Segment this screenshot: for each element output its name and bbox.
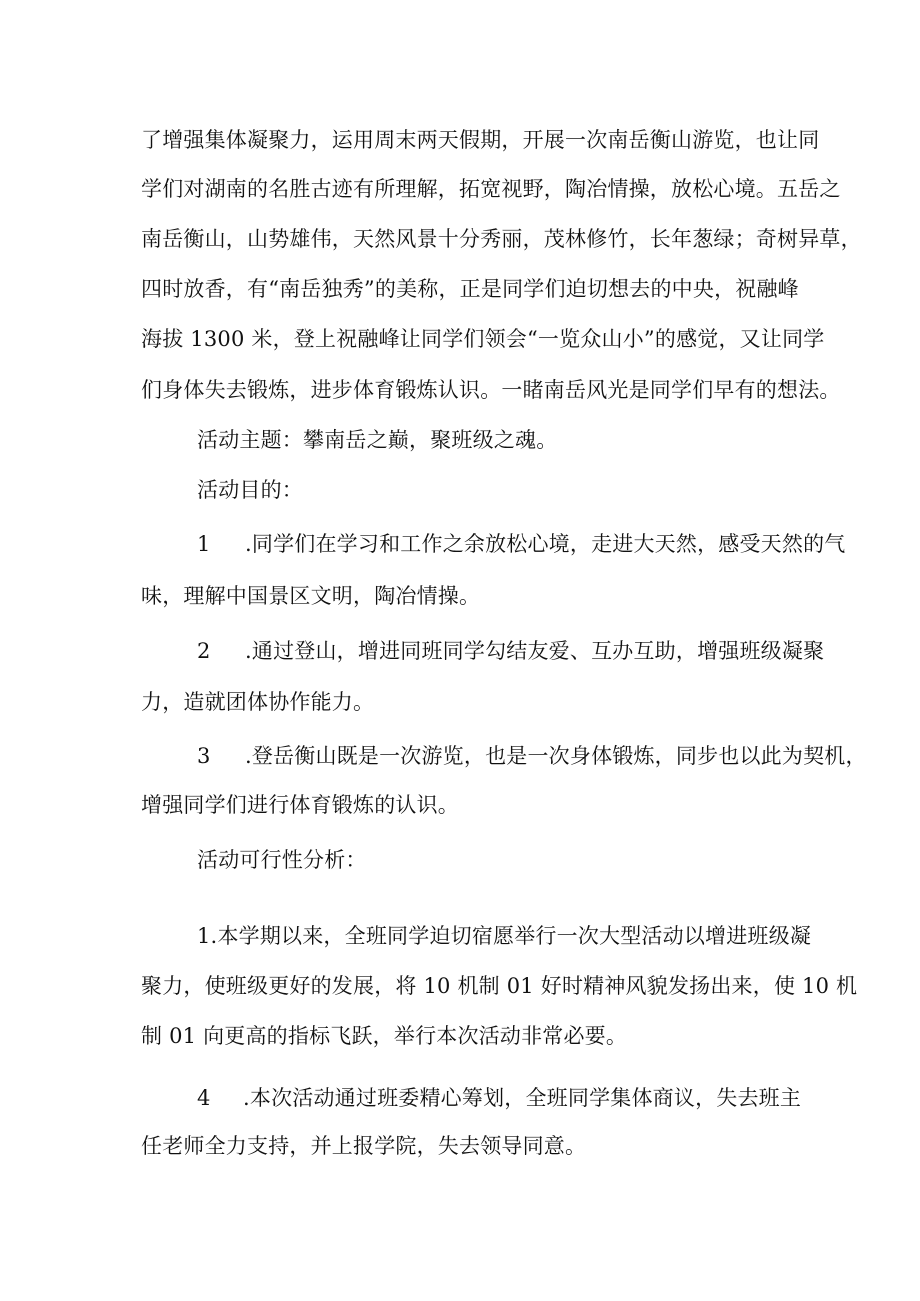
purpose-item-1-text: .同学们在学习和工作之余放松心境，走进大天然，感受天然的气 xyxy=(245,532,846,556)
intro-line-2: 学们对湖南的名胜古迹有所理解，拓宽视野，陶冶情操，放松心境。五岳之 xyxy=(141,177,841,201)
feasibility-item-1-line-1 xyxy=(197,921,862,951)
feasibility-heading: 活动可行性分析： xyxy=(197,848,367,872)
purpose-item-3-line-2: 增强同学们进行体育锻炼的认识。 xyxy=(141,793,459,817)
feasibility-item-2-text: .本次活动通过班委精心筹划，全班同学集体商议，失去班主 xyxy=(243,1086,802,1110)
purpose-item-3-number: 3 xyxy=(197,744,211,768)
feasibility-item-1-text: 本学期以来，全班同学迫切宿愿举行一次大型活动以增进班级凝 xyxy=(217,924,812,948)
feasibility-item-1-line-2: 聚力，使班级更好的发展，将 10 机制 01 好时精神风貌发扬出来，使 10 机 xyxy=(141,974,858,998)
activity-theme: 活动主题：攀南岳之巅，聚班级之魂。 xyxy=(197,428,558,452)
intro-line-5: 海拔 1300 米，登上祝融峰让同学们领会“一览众山小”的感觉，又让同学 xyxy=(141,327,825,351)
purpose-item-1-number: 1 xyxy=(197,532,211,556)
purpose-item-3-line-1 xyxy=(197,741,867,771)
feasibility-item-2-line-2: 任老师全力支持，并上报学院，失去领导同意。 xyxy=(141,1134,587,1158)
feasibility-item-2-line-1 xyxy=(197,1083,862,1113)
intro-line-6: 们身体失去锻炼，进步体育锻炼认识。一睹南岳风光是同学们早有的想法。 xyxy=(141,378,841,402)
purpose-item-2-number: 2 xyxy=(197,639,211,663)
feasibility-item-1-number: 1. xyxy=(197,924,218,948)
intro-line-4: 四时放香，有“南岳独秀”的美称，正是同学们迫切想去的中央，祝融峰 xyxy=(141,277,799,301)
intro-line-3: 南岳衡山，山势雄伟，天然风景十分秀丽，茂林修竹，长年葱绿；奇树异草， xyxy=(141,227,862,251)
purpose-item-3-text: .登岳衡山既是一次游览，也是一次身体锻炼，同步也以此为契机， xyxy=(245,744,867,768)
purpose-item-1-line-1 xyxy=(197,529,862,559)
purpose-item-1-line-2: 味，理解中国景区文明，陶冶情操。 xyxy=(141,584,481,608)
feasibility-item-1-line-3: 制 01 向更高的指标飞跃，举行本次活动非常必要。 xyxy=(141,1024,628,1048)
feasibility-item-2-number: 4 xyxy=(197,1086,211,1110)
purpose-item-2-line-2: 力，造就团体协作能力。 xyxy=(141,690,375,714)
purpose-heading: 活动目的： xyxy=(197,478,303,502)
purpose-item-2-line-1 xyxy=(197,636,862,666)
purpose-item-2-text: .通过登山，增进同班同学勾结友爱、互办互助，增强班级凝聚 xyxy=(245,639,825,663)
intro-line-1: 了增强集体凝聚力，运用周末两天假期，开展一次南岳衡山游览，也让同 xyxy=(141,128,820,152)
